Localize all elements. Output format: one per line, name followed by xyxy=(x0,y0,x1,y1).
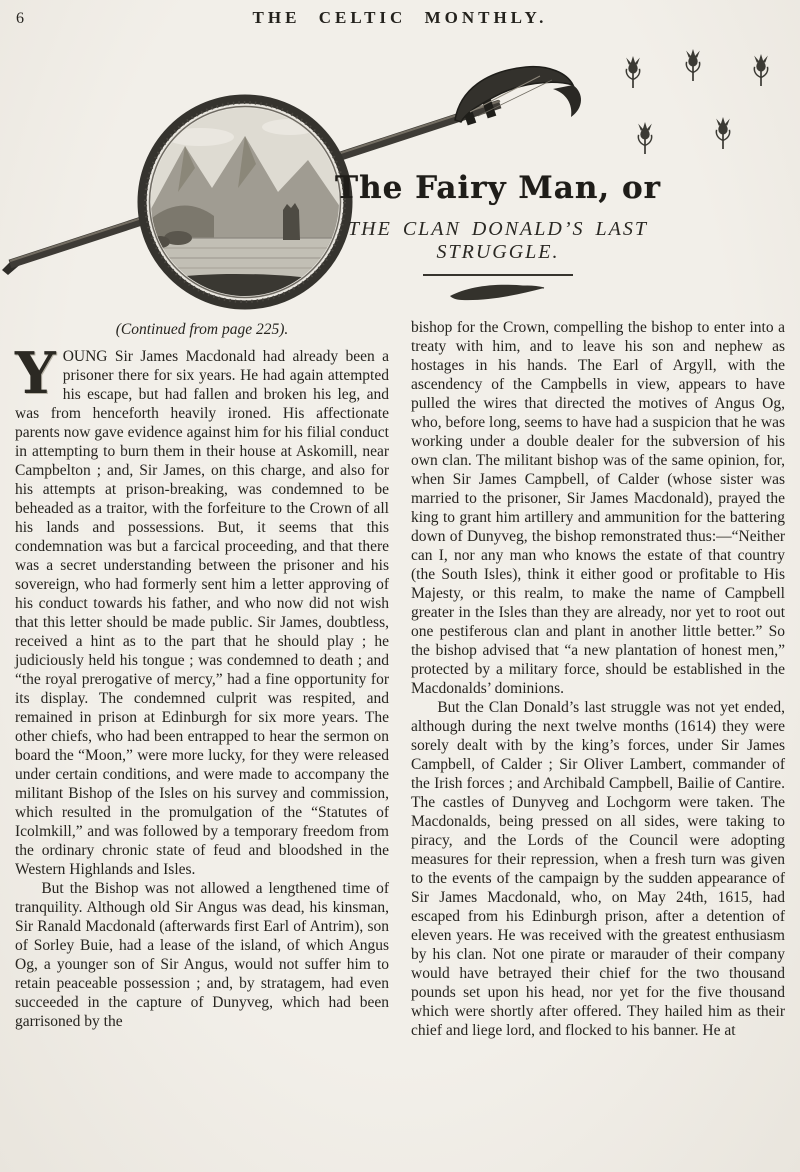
thistle-icon xyxy=(712,117,734,149)
paragraph: But the Clan Donald’s last struggle was not yet ended, although during the next twelve months (1614) they were sorely dealt with by the king’s forces, under Sir James Campbell, of Calder ; Sir Oliver Lambert, commander of the Irish forces ; and Archibald Campbell, Bailie of Cantire. The castles of Dunyveg and Lochgorm were taken. The Macdonalds, being pressed on all sides, were taking to piracy, and the Lords of the Council were adopting measures for their repression, when a fresh turn was given to the events of the campaign by the sudden appearance of Sir James Macdonald, who, on May 24th, 1615, had escaped from his Edinburgh prison, after a detention of eleven years. He was received with the greatest enthusiasm by his clan. Not one pirate or marauder of their company would have betrayed their chief for the two thousand pounds set upon his head, nor yet for the five thousand which were shortly after offered. They hailed him as their chief and liege lord, and flocked to his banner. He at xyxy=(411,699,785,1039)
page-number: 6 xyxy=(16,10,24,27)
title-section xyxy=(0,42,800,318)
page-header xyxy=(0,0,800,42)
paragraph xyxy=(15,340,389,879)
paragraph: bishop for the Crown, compelling the bishop to enter into a treaty with him, and to leave his son and nephew as hostages in his hands. The Earl of Argyll, with the ascendency of the Campbells in view, appears to have pulled the wires that directed the motives of Angus Og, who, before long, seems to have had a suspicion that he was working under a double dealer for the subversion of his own clan. The militant bishop was of the same opinion, for, when Sir James Campbell, of Calder (whose sister was married to the prisoner, Sir James Macdonald), prayed the king to grant him artillery and ammunition for the battering down of Dunyveg, the bishop remonstrated thus:—“Neither can I, nor any man who knows the estate of that country (the South Isles), think it either good or profitable to His Majesty, or this realm, to make the name of Campbell greater in the Isles than they are already, nor yet to root out one pestiferous clan and plant in another little better.” So the bishop advised that “a new plantation of honest men,” protected by a military force, should be established in the Macdonalds’ dominions. xyxy=(411,319,785,697)
continued-note: (Continued from page 225). xyxy=(115,321,289,338)
right-column xyxy=(411,318,785,1040)
paragraph-text: OUNG Sir James Macdonald had already been a prisoner there for six years. He had again attempted his escape, but had fallen and broken his leg, and was from henceforth heavily ironed. His affectionate parents now gave evidence against him for his filial conduct in attempting to burn them in their house at Askomill, near Campbelton ; and, Sir James, on this charge, and also for his attempts at prison-breaking, was condemned to be beheaded as a traitor, with the forfeiture to the Crown of all his lands and possessions. But, it seems that this condemnation was but a farcical proceeding, and that there was a secret understanding between the prisoner and his sovereign, who had formerly sent him a letter approving of his conduct towards his father, and who now did not wish that this letter should be made public. Sir James, doubtless, received a hint as to the part that he should play ; he judiciously held his tongue ; was condemned to death ; and “the royal prerogative of mercy,” had a fine opportunity for its display. The condemned culprit was respited, and remained in prison at Edinburgh for six more years. The other chiefs, who had been entrapped to hear the sermon on board the “Moon,” were more lucky, for they were released under certain conditions, and were made to accompany the militant Bishop of the Isles on his survey and commission, which resulted in the promulgation of the “Statutes of Icolmkill,” and was followed by a temporary freedom from the ordinary chronic state of feud and bloodshed in the Western Highlands and Isles. xyxy=(15,348,389,878)
article-title: The Fairy Man, or xyxy=(335,170,661,206)
article-body xyxy=(0,318,800,1040)
thistle-icon xyxy=(622,56,644,88)
thistle-icon xyxy=(634,122,656,154)
thistle-icon xyxy=(682,49,704,81)
paragraph: But the Bishop was not allowed a lengthened time of tranquility. Although old Sir Angus was dead, his kinsman, Sir Ranald Macdonald (afterwards first Earl of Antrim), son of Sorley Buie, had a lease of the island, of which Angus Og, a younger son of Sir Angus, would not suffer him to retain peaceable possession ; and, by stratagem, had even succeeded in the capture of Dunyveg, which had been garrisoned by the xyxy=(15,880,389,1030)
masthead: THE CELTIC MONTHLY. xyxy=(252,8,548,27)
thistle-icon xyxy=(750,54,772,86)
drop-cap-initial: Y xyxy=(15,340,56,407)
article-title-block xyxy=(288,170,708,304)
flourish-icon xyxy=(448,280,548,304)
article-subtitle: THE CLAN DONALD’S LAST STRUGGLE. xyxy=(348,218,648,263)
title-divider xyxy=(423,274,573,276)
left-column xyxy=(15,318,389,1040)
